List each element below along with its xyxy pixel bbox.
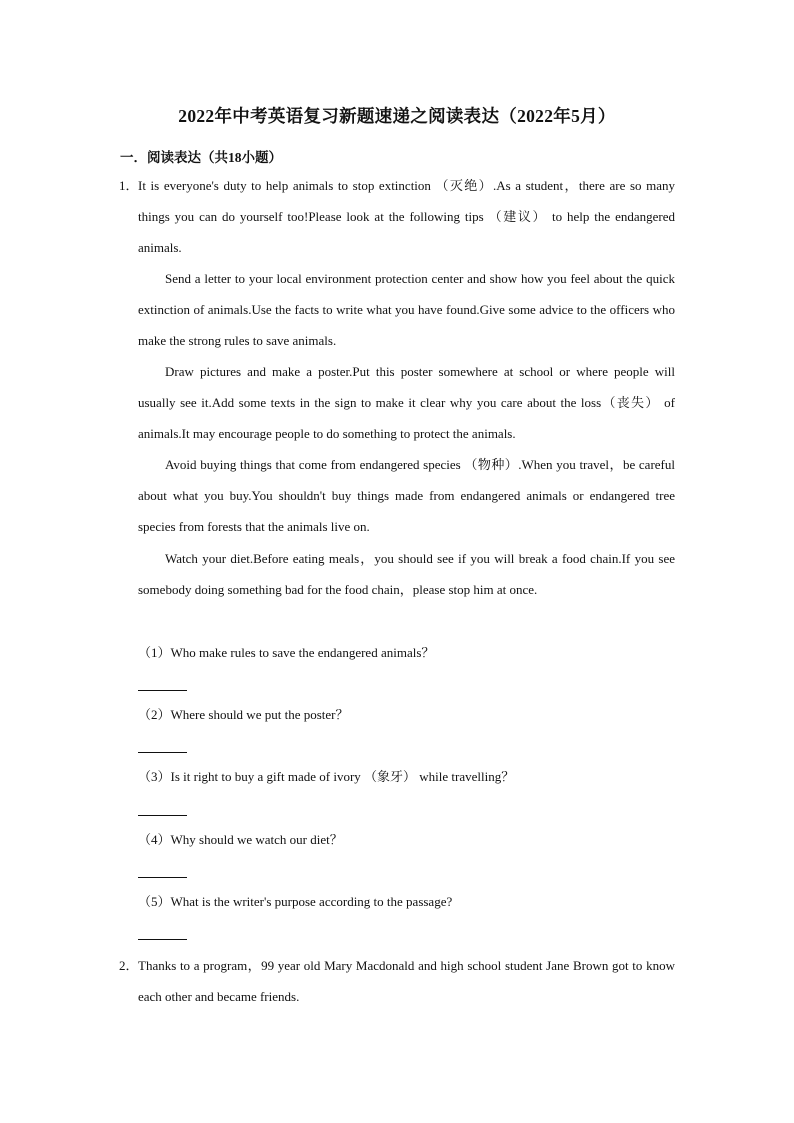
answer-blank-2 [138,752,187,753]
question-number-2: 2． [119,958,139,973]
answer-blank-4 [138,877,187,878]
section-heading: 一．阅读表达（共18小题） [120,150,282,165]
answer-blank-5 [138,939,187,940]
sub-question-1: （1）Who make rules to save the endangered animals？ [138,645,435,660]
passage-paragraph-2: Draw pictures and make a poster.Put this poster somewhere at school or where people will usually see it.Add some texts in the sign to make it clear why you care about the loss（丧失） of animals.It may encourage people to do something to protect the animals. [138,364,675,441]
passage-intro-1: It is everyone's duty to help animals to stop extinction （灭绝）.As a student，there are so many things you can do yourself too!Please look at the following tips （建议） to help the endangered animals. [138,178,675,255]
sub-question-3: （3）Is it right to buy a gift made of ivory （象牙） while travelling？ [138,769,515,784]
sub-question-5: （5）What is the writer's purpose according to the passage? [138,894,453,909]
sub-question-2: （2）Where should we put the poster？ [138,707,349,722]
answer-blank-1 [138,690,187,691]
answer-blank-3 [138,815,187,816]
passage-paragraph-3: Avoid buying things that come from endangered species （物种）.When you travel，be careful about what you buy.You shouldn't buy things made from endangered animals or endangered tree species from forests that the animals live on. [138,457,675,534]
sub-question-4: （4）Why should we watch our diet？ [138,832,343,847]
passage-paragraph-1: Send a letter to your local environment protection center and show how you feel about the quick extinction of animals.Use the facts to write what you have found.Give some advice to the officers who make the strong rules to save animals. [138,271,675,348]
passage-paragraph-4: Watch your diet.Before eating meals，you should see if you will break a food chain.If you see somebody doing something bad for the food chain，please stop him at once. [138,551,675,597]
question-number-1: 1． [119,178,139,193]
passage-intro-2: Thanks to a program，99 year old Mary Macdonald and high school student Jane Brown got to know each other and became friends. [138,958,675,1004]
document-title: 2022年中考英语复习新题速递之阅读表达（2022年5月） [178,106,616,126]
